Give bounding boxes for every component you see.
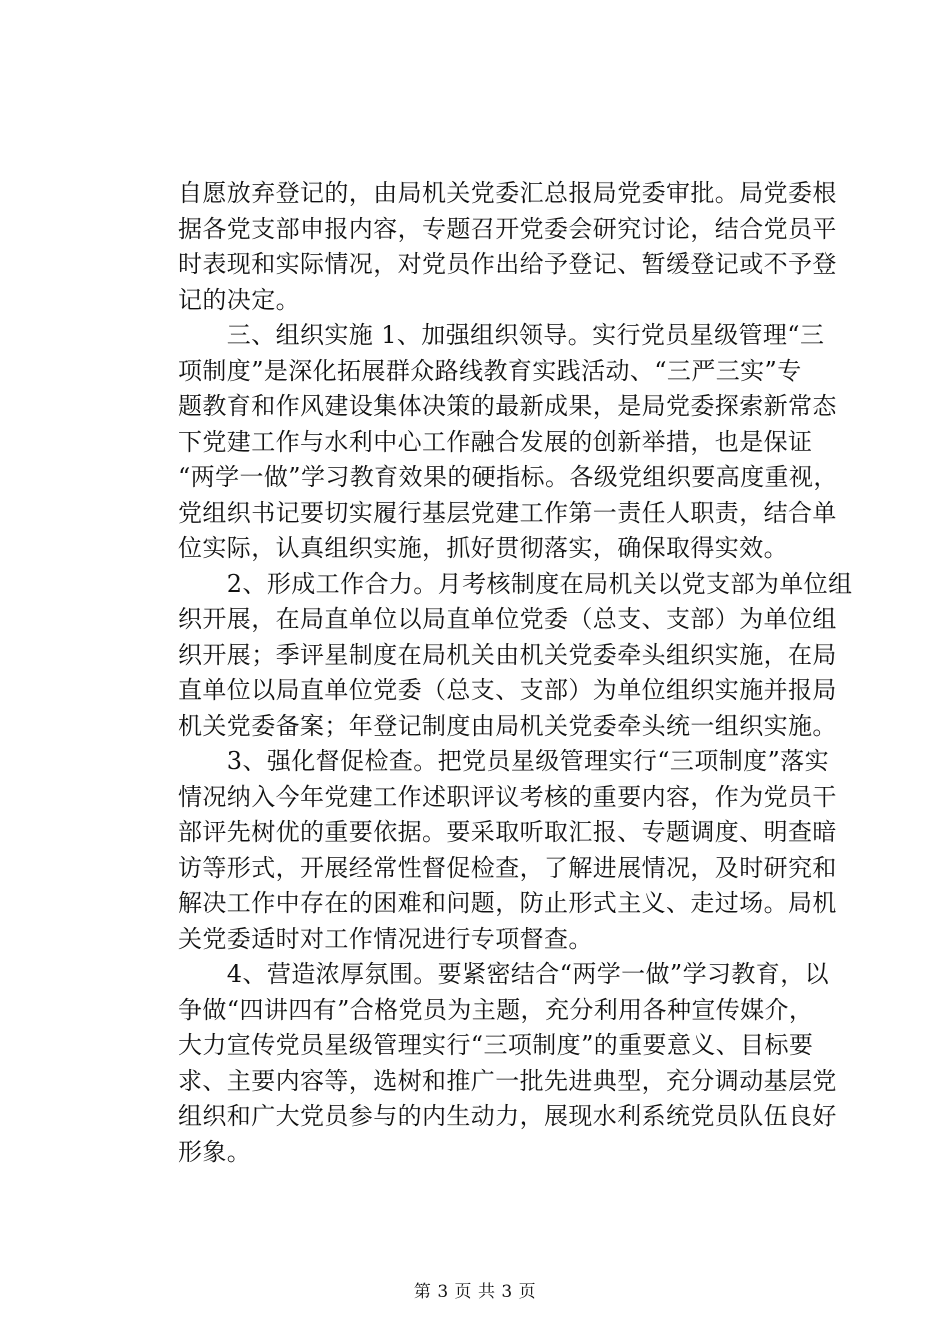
text-line: 情况纳入今年党建工作述职评议考核的重要内容，作为党员干 <box>178 782 837 811</box>
text-line: 争做“四讲四有”合格党员为主题，充分利用各种宣传媒介， <box>178 995 814 1024</box>
text-line: 访等形式，开展经常性督促检查，了解进展情况，及时研究和 <box>178 853 837 882</box>
text-line: 机关党委备案；年登记制度由局机关党委牵头统一组织实施。 <box>178 711 837 740</box>
text-line: 时表现和实际情况，对党员作出给予登记、暂缓登记或不予登 <box>178 250 837 278</box>
text-line: 部评先树优的重要依据。要采取听取汇报、专题调度、明查暗 <box>178 818 837 846</box>
text-line: 记的决定。 <box>178 285 300 314</box>
text-line: 党组织书记要切实履行基层党建工作第一责任人职责，结合单 <box>178 498 837 527</box>
text-line: 求、主要内容等，选树和推广一批先进典型，充分调动基层党 <box>178 1066 837 1095</box>
text-line: 解决工作中存在的困难和问题，防止形式主义、走过场。局机 <box>178 889 837 917</box>
text-line: 2、形成工作合力。月考核制度在局机关以党支部为单位组 <box>178 569 853 598</box>
page-number: 第 3 页 共 3 页 <box>413 1282 537 1302</box>
text-line: 形象。 <box>178 1137 252 1166</box>
text-line: 组织和广大党员参与的内生动力，展现水利系统党员队伍良好 <box>178 1102 837 1130</box>
text-line: 下党建工作与水利中心工作融合发展的创新举措，也是保证 <box>178 427 813 456</box>
text-line: 关党委适时对工作情况进行专项督查。 <box>178 924 593 953</box>
text-line: 织开展；季评星制度在局机关由机关党委牵头组织实施，在局 <box>178 640 837 669</box>
body-text <box>178 176 861 1170</box>
paragraph-block <box>178 176 861 1170</box>
text-line: 织开展，在局直单位以局直单位党委（总支、支部）为单位组 <box>178 605 837 633</box>
text-line: 项制度”是深化拓展群众路线教育实践活动、“三严三实”专 <box>178 356 802 385</box>
text-line: 自愿放弃登记的，由局机关党委汇总报局党委审批。局党委根 <box>178 179 837 207</box>
text-line: 位实际，认真组织实施，抓好贯彻落实，确保取得实效。 <box>178 534 788 562</box>
text-line: 题教育和作风建设集体决策的最新成果，是局党委探索新常态 <box>178 392 837 420</box>
text-line: 三、组织实施 1、加强组织领导。实行党员星级管理“三 <box>178 321 825 349</box>
text-line: 据各党支部申报内容，专题召开党委会研究讨论，结合党员平 <box>178 214 837 243</box>
text-line: 直单位以局直单位党委（总支、支部）为单位组织实施并报局 <box>178 676 837 704</box>
text-line: 大力宣传党员星级管理实行“三项制度”的重要意义、目标要 <box>178 1031 814 1059</box>
text-line: 4、营造浓厚氛围。要紧密结合“两学一做”学习教育，以 <box>178 960 830 988</box>
text-line: “两学一做”学习教育效果的硬指标。各级党组织要高度重视， <box>178 463 838 491</box>
text-line: 3、强化督促检查。把党员星级管理实行“三项制度”落实 <box>178 747 830 775</box>
page-footer <box>0 1277 950 1302</box>
